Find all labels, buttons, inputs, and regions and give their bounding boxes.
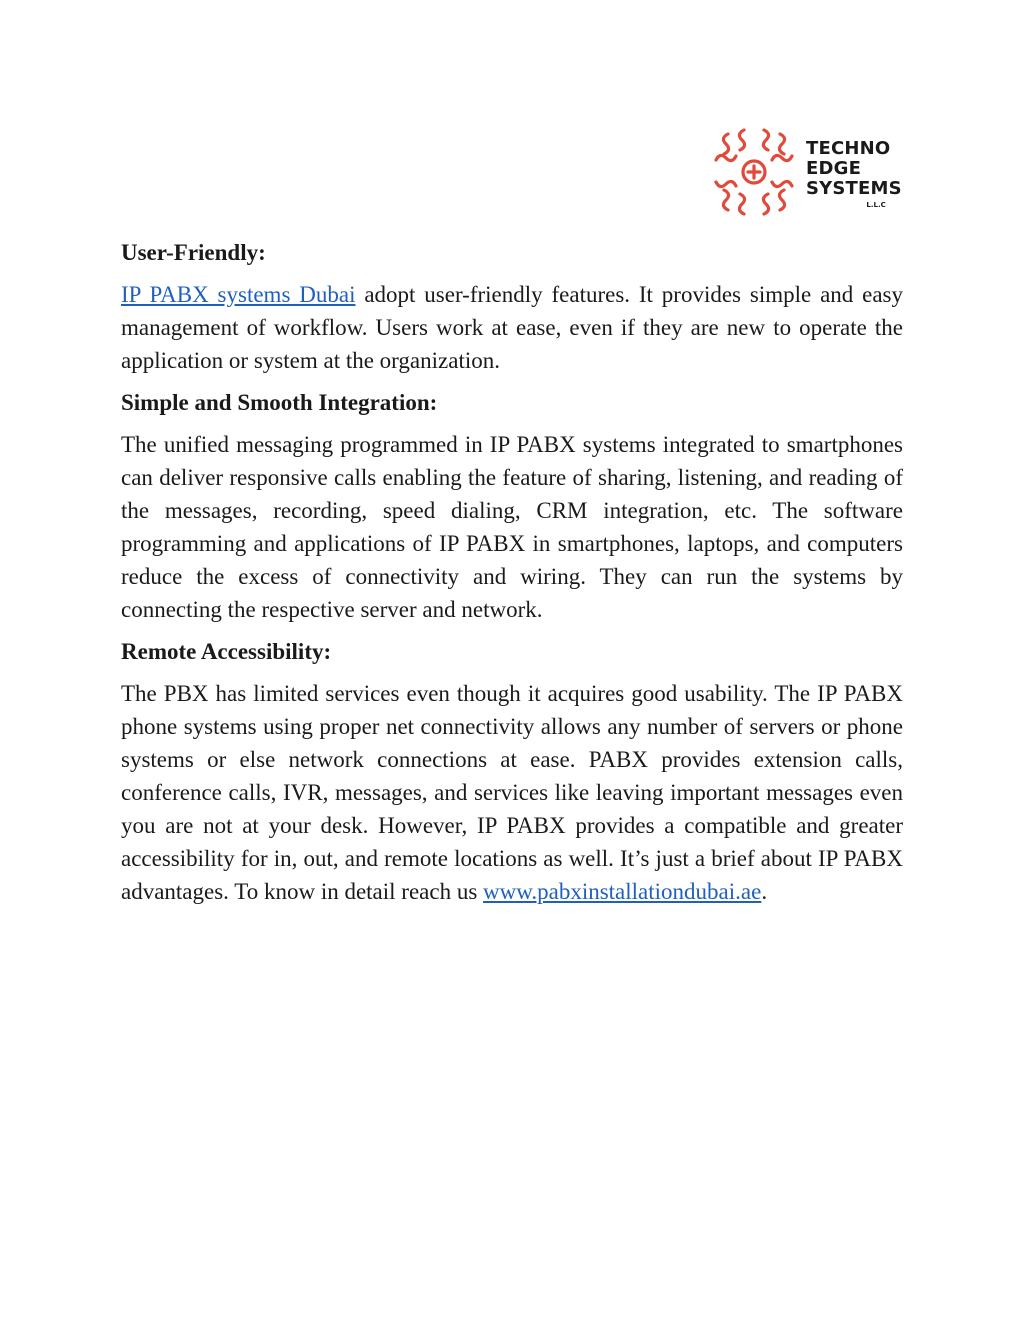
company-logo (708, 126, 908, 218)
heading-user-friendly: User-Friendly: (121, 240, 266, 265)
paragraph-remote-accessibility (121, 677, 903, 908)
document-body (121, 236, 903, 917)
paragraph-user-friendly (121, 278, 903, 377)
heading-remote-accessibility: Remote Accessibility: (121, 639, 332, 664)
paragraph-remote-text: The PBX has limited services even though it acquires good usability. The IP PABX phone systems using proper net connectivity allows any number of servers or phone systems or else network connections at ease. PABX provides extension calls, conference calls, IVR, messages, and services like leaving important messages even you are not at your desk. However, IP PABX provides a compatible and greater accessibility for in, out, and remote locations as well. It’s just a brief about IP PABX advantages. To know in detail reach us (121, 681, 903, 904)
logo-line-1: TECHNO (806, 138, 891, 159)
logo-line-2: EDGE (806, 158, 862, 179)
paragraph-integration: The unified messaging programmed in IP PABX systems integrated to smartphones can deliver responsive calls enabling the feature of sharing, listening, and reading of the messages, recording, speed dialing, CRM integration, etc. The software programming and applications of IP PABX in smartphones, laptops, and computers reduce the excess of connectivity and wiring. They can run the systems by connecting the respective server and network. (121, 432, 903, 622)
link-ip-pabx-systems-dubai[interactable]: IP PABX systems Dubai (121, 282, 356, 307)
techno-edge-logo-icon (708, 126, 800, 218)
logo-wordmark (806, 140, 902, 209)
logo-suffix: L.L.C (866, 201, 886, 209)
paragraph-remote-end: . (761, 879, 768, 904)
link-website[interactable]: www.pabxinstallationdubai.ae (483, 879, 762, 904)
paragraph-user-friendly-text: adopt user-friendly features. It provides simple and easy management of workflow. Users work at ease, even if they are new to operate the application or system at the organization. (121, 282, 904, 373)
heading-integration: Simple and Smooth Integration: (121, 390, 438, 415)
logo-line-3: SYSTEMS (806, 178, 902, 199)
